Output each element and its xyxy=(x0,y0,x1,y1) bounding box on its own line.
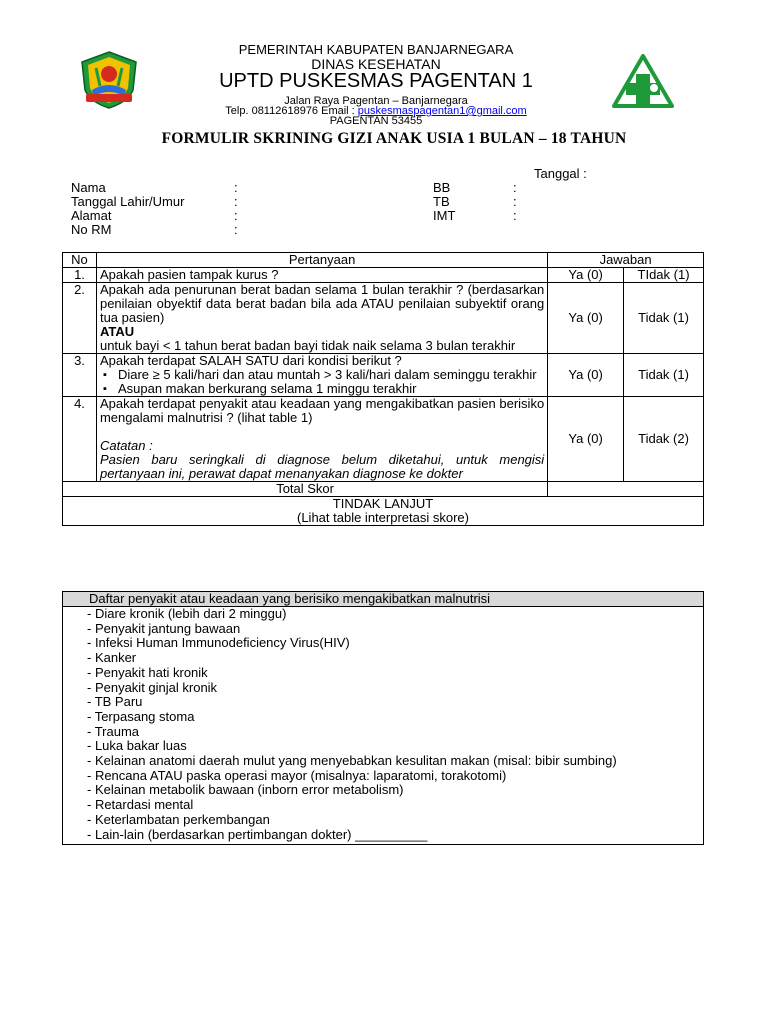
form-title: FORMULIR SKRINING GIZI ANAK USIA 1 BULAN – 18 TAHUN xyxy=(161,130,627,147)
total-score-label: Total Skor xyxy=(63,482,548,497)
q2-answer-no[interactable]: Tidak (1) xyxy=(624,283,704,354)
table-row xyxy=(63,397,704,482)
list-item: - Terpasang stoma xyxy=(87,708,195,724)
total-score-value[interactable] xyxy=(548,482,704,497)
regency-logo xyxy=(78,50,140,110)
list-item: - Penyakit ginjal kronik xyxy=(87,679,218,695)
letterhead-postal: PAGENTAN 53455 xyxy=(329,115,423,124)
q1-number: 1. xyxy=(63,268,97,283)
q2-number: 2. xyxy=(63,283,97,354)
q4-note-label: Catatan : xyxy=(99,438,153,453)
table-row xyxy=(63,354,704,397)
q1-answer-no[interactable]: TIdak (1) xyxy=(624,268,704,283)
disease-list-row xyxy=(63,607,704,845)
q3-answer-no[interactable]: Tidak (1) xyxy=(624,354,704,397)
q2-text-infant: untuk bayi < 1 tahun berat badan bayi tidak naik selama 3 bulan terakhir xyxy=(99,338,516,353)
letterhead-institution: UPTD PUSKESMAS PAGENTAN 1 xyxy=(219,70,533,92)
q3-bullet-intake: ▪ Asupan makan berkurang selama 1 minggu terakhir xyxy=(118,382,544,396)
table-header-row xyxy=(63,253,704,268)
tb-label: TB xyxy=(433,194,450,209)
q4-number: 4. xyxy=(63,397,97,482)
imt-label: IMT xyxy=(433,208,456,223)
list-item: - Penyakit hati kronik xyxy=(87,664,208,680)
disease-header: Daftar penyakit atau keadaan yang berisiko mengakibatkan malnutrisi xyxy=(63,592,704,607)
tb-sep: : xyxy=(513,194,517,209)
q3-text-cell xyxy=(96,354,547,397)
q4-text-cell xyxy=(96,397,547,482)
q2-answer-yes[interactable]: Ya (0) xyxy=(548,283,624,354)
disease-table xyxy=(62,591,704,845)
list-item: - Keterlambatan perkembangan xyxy=(87,811,270,827)
rm-label: No RM xyxy=(71,222,112,237)
q2-text: Apakah ada penurunan berat badan selama 1 bulan terakhir ? (berdasarkan penilaian obyektif data berat badan bila ada ATAU penilaian subyektif orang tua pasien) xyxy=(99,282,545,325)
q2-atau: ATAU xyxy=(99,324,135,339)
letterhead-department: DINAS KESEHATAN xyxy=(311,56,441,72)
q4-note: Pasien baru seringkali di diagnose belum diketahui, untuk mengisi pertanyaan ini, perawat dapat menanyakan diagnose ke dokter xyxy=(99,452,545,481)
puskesmas-logo xyxy=(612,54,674,108)
list-item: - Retardasi mental xyxy=(87,797,194,813)
q2-text-cell xyxy=(96,283,547,354)
followup-subtitle: (Lihat table interpretasi skore) xyxy=(297,510,469,525)
disease-list xyxy=(63,607,704,845)
birthdate-label: Tanggal Lahir/Umur xyxy=(71,194,185,209)
followup-cell xyxy=(63,497,704,526)
letterhead-address: Jalan Raya Pagentan – Banjarnegara xyxy=(284,95,468,107)
screening-table xyxy=(62,252,704,526)
q4-text: Apakah terdapat penyakit atau keadaan yang mengakibatkan pasien berisiko mengalami malnutrisi ? (lihat table 1) xyxy=(99,396,545,425)
rm-sep: : xyxy=(234,222,238,237)
followup-row xyxy=(63,497,704,526)
header-answer: Jawaban xyxy=(548,253,704,268)
q3-bullets xyxy=(100,368,544,396)
letterhead-government: PEMERINTAH KABUPATEN BANJARNEGARA xyxy=(238,42,514,57)
list-item: - Kelainan anatomi daerah mulut yang menyebabkan kesulitan makan (misal: bibir sumbing) xyxy=(87,753,617,769)
q1-text: Apakah pasien tampak kurus ? xyxy=(96,268,547,283)
email-link[interactable]: puskesmaspagentan1@gmail.com xyxy=(357,105,527,117)
name-sep: : xyxy=(234,180,238,195)
q3-number: 3. xyxy=(63,354,97,397)
bb-sep: : xyxy=(513,180,517,195)
list-item: - Trauma xyxy=(87,723,140,739)
header-question: Pertanyaan xyxy=(96,253,547,268)
table-row xyxy=(63,283,704,354)
list-item: - TB Paru xyxy=(87,694,143,710)
address-label: Alamat xyxy=(71,208,112,223)
list-item: - Infeksi Human Immunodeficiency Virus(HIV) xyxy=(87,635,350,651)
date-label: Tanggal : xyxy=(534,166,587,181)
list-item: - Lain-lain (berdasarkan pertimbangan dokter) __________ xyxy=(87,826,428,842)
list-item: - Kelainan metabolik bawaan (inborn error metabolism) xyxy=(87,782,404,798)
followup-title: TINDAK LANJUT xyxy=(332,496,434,511)
imt-sep: : xyxy=(513,208,517,223)
q1-answer-yes[interactable]: Ya (0) xyxy=(548,268,624,283)
list-item: - Kanker xyxy=(87,650,137,666)
list-item: - Penyakit jantung bawaan xyxy=(87,620,241,636)
list-item: - Diare kronik (lebih dari 2 minggu) xyxy=(87,606,287,621)
header-no: No xyxy=(63,253,97,268)
list-item: - Luka bakar luas xyxy=(87,738,187,754)
name-label: Nama xyxy=(71,180,106,195)
birthdate-sep: : xyxy=(234,194,238,209)
q3-answer-yes[interactable]: Ya (0) xyxy=(548,354,624,397)
q3-bullet-diarrhea: ▪ Diare ≥ 5 kali/hari dan atau muntah > 3 kali/hari dalam seminggu terakhir xyxy=(118,368,544,382)
q3-text: Apakah terdapat SALAH SATU dari kondisi berikut ? xyxy=(99,353,402,368)
q4-answer-no[interactable]: Tidak (2) xyxy=(624,397,704,482)
contact-phone: Telp. 08112618976 Email : xyxy=(225,105,358,117)
table-row xyxy=(63,268,704,283)
total-row xyxy=(63,482,704,497)
disease-header-row xyxy=(63,592,704,607)
list-item: - Rencana ATAU paska operasi mayor (misalnya: laparatomi, torakotomi) xyxy=(87,767,507,783)
q4-answer-yes[interactable]: Ya (0) xyxy=(548,397,624,482)
address-sep: : xyxy=(234,208,238,223)
bb-label: BB xyxy=(433,180,451,195)
